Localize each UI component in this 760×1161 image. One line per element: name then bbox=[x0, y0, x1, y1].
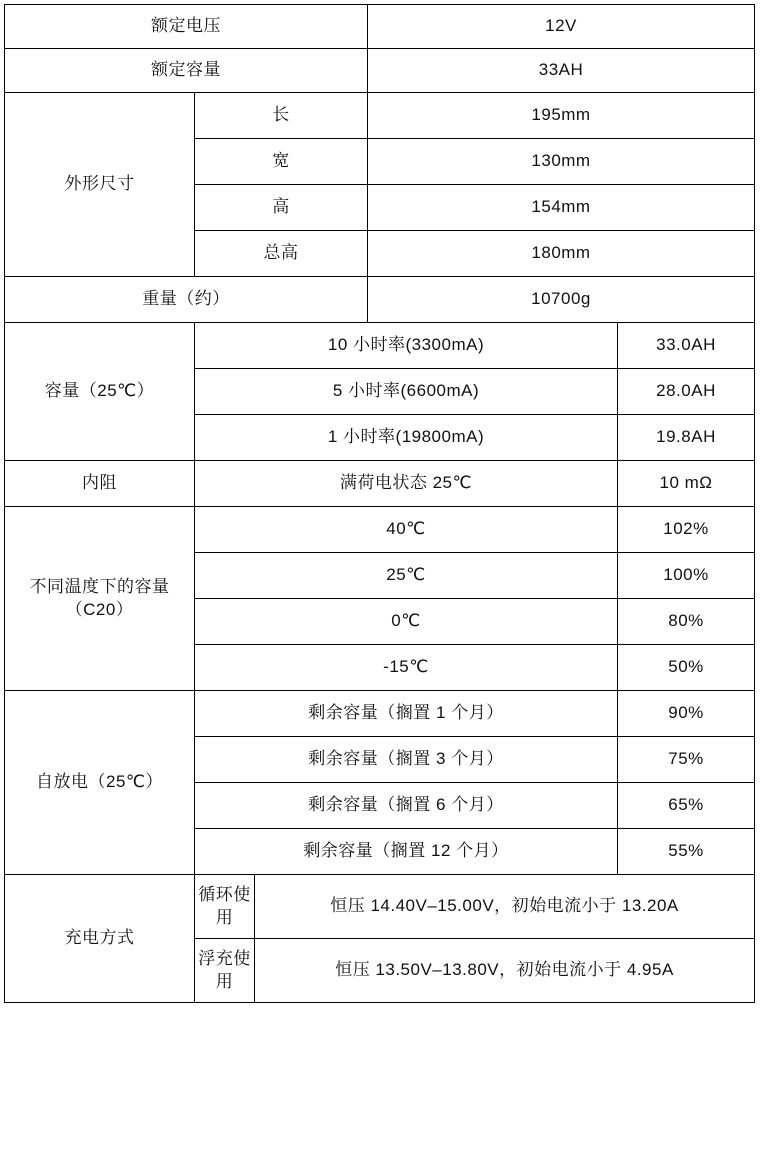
table-row bbox=[5, 5, 755, 49]
table-row bbox=[5, 507, 755, 553]
dimension-length-label: 长 bbox=[195, 93, 368, 139]
table-row bbox=[5, 277, 755, 323]
rated-voltage-label: 额定电压 bbox=[5, 5, 368, 49]
capacity-rate-1h-label: 1 小时率(19800mA) bbox=[195, 415, 618, 461]
self-discharge-1month-label: 剩余容量（搁置 1 个月） bbox=[195, 691, 618, 737]
table-row bbox=[5, 691, 755, 737]
temperature-25-value: 100% bbox=[618, 553, 755, 599]
dimension-height-value: 154mm bbox=[368, 185, 755, 231]
self-discharge-1month-value: 90% bbox=[618, 691, 755, 737]
temperature-minus15-value: 50% bbox=[618, 645, 755, 691]
capacity-rate-1h-value: 19.8AH bbox=[618, 415, 755, 461]
capacity-rate-10h-label: 10 小时率(3300mA) bbox=[195, 323, 618, 369]
rated-capacity-value: 33AH bbox=[368, 49, 755, 93]
capacity-label: 容量（25℃） bbox=[5, 323, 195, 461]
dimension-width-label: 宽 bbox=[195, 139, 368, 185]
capacity-rate-5h-label: 5 小时率(6600mA) bbox=[195, 369, 618, 415]
rated-voltage-value: 12V bbox=[368, 5, 755, 49]
temperature-minus15-label: -15℃ bbox=[195, 645, 618, 691]
temperature-0-label: 0℃ bbox=[195, 599, 618, 645]
internal-resistance-value: 10 mΩ bbox=[618, 461, 755, 507]
weight-label: 重量（约） bbox=[5, 277, 368, 323]
dimension-height-label: 高 bbox=[195, 185, 368, 231]
specification-table bbox=[4, 4, 755, 1003]
table-row bbox=[5, 49, 755, 93]
dimension-width-value: 130mm bbox=[368, 139, 755, 185]
self-discharge-3month-value: 75% bbox=[618, 737, 755, 783]
charge-cycle-label: 循环使用 bbox=[195, 875, 255, 939]
self-discharge-12month-label: 剩余容量（搁置 12 个月） bbox=[195, 829, 618, 875]
dimension-total-height-label: 总高 bbox=[195, 231, 368, 277]
table-row bbox=[5, 875, 755, 939]
temperature-40-label: 40℃ bbox=[195, 507, 618, 553]
temperature-40-value: 102% bbox=[618, 507, 755, 553]
dimension-length-value: 195mm bbox=[368, 93, 755, 139]
table-row bbox=[5, 93, 755, 139]
temperature-25-label: 25℃ bbox=[195, 553, 618, 599]
dimension-total-height-value: 180mm bbox=[368, 231, 755, 277]
self-discharge-6month-value: 65% bbox=[618, 783, 755, 829]
dimensions-label: 外形尺寸 bbox=[5, 93, 195, 277]
charge-cycle-value: 恒压 14.40V–15.00V，初始电流小于 13.20A bbox=[255, 875, 755, 939]
table-row bbox=[5, 323, 755, 369]
rated-capacity-label: 额定容量 bbox=[5, 49, 368, 93]
temperature-0-value: 80% bbox=[618, 599, 755, 645]
self-discharge-3month-label: 剩余容量（搁置 3 个月） bbox=[195, 737, 618, 783]
capacity-rate-10h-value: 33.0AH bbox=[618, 323, 755, 369]
self-discharge-12month-value: 55% bbox=[618, 829, 755, 875]
charge-float-label: 浮充使用 bbox=[195, 939, 255, 1003]
temperature-capacity-label: 不同温度下的容量（C20） bbox=[5, 507, 195, 691]
internal-resistance-label: 内阻 bbox=[5, 461, 195, 507]
internal-resistance-condition: 满荷电状态 25℃ bbox=[195, 461, 618, 507]
capacity-rate-5h-value: 28.0AH bbox=[618, 369, 755, 415]
table-row bbox=[5, 461, 755, 507]
charge-method-label: 充电方式 bbox=[5, 875, 195, 1003]
charge-float-value: 恒压 13.50V–13.80V，初始电流小于 4.95A bbox=[255, 939, 755, 1003]
self-discharge-6month-label: 剩余容量（搁置 6 个月） bbox=[195, 783, 618, 829]
self-discharge-label: 自放电（25℃） bbox=[5, 691, 195, 875]
weight-value: 10700g bbox=[368, 277, 755, 323]
